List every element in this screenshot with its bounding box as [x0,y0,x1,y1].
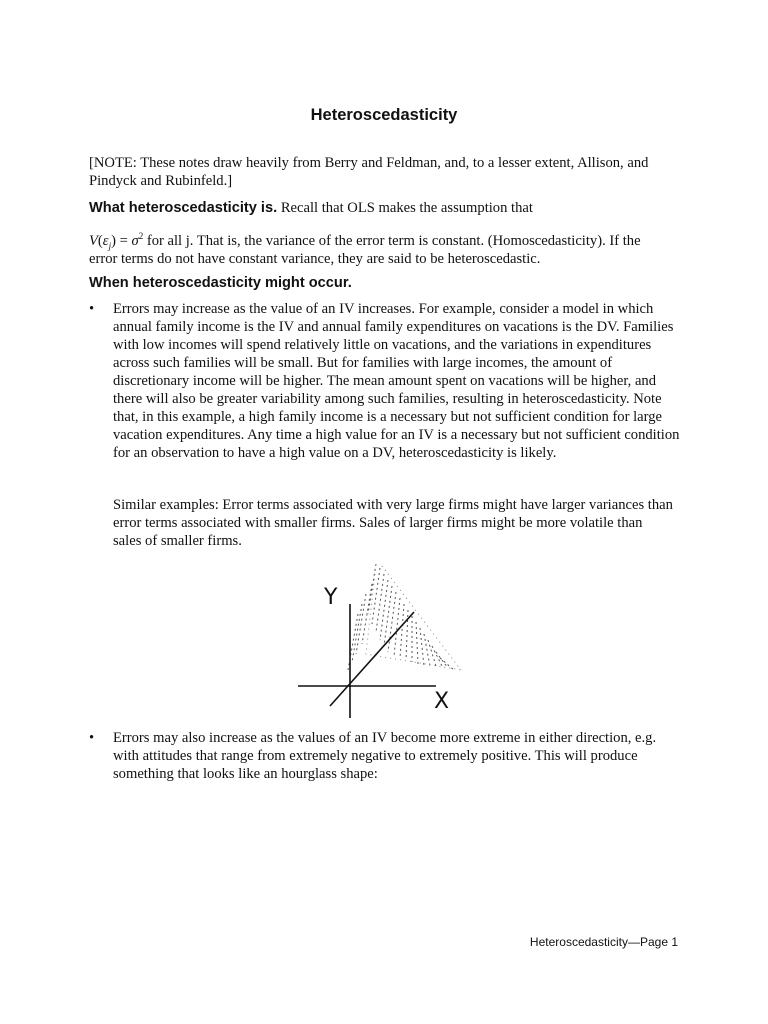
bullet-marker-1: • [89,301,95,317]
y-axis-label: Y [324,585,338,610]
formula-eq: = [115,232,132,249]
continuation-text: error terms do not have constant variance, they are said to be heteroscedastic. [89,251,541,267]
formula-lhs: V [89,232,98,249]
what-text: Recall that OLS makes the assumption that [280,200,533,216]
similar-examples-paragraph: Similar examples: Error terms associated with very large firms might have larger variances than error terms associated with smaller firms. Sales of larger firms might be more volatile than sales of smaller firms. [113,497,673,549]
bullet-1-text: Errors may increase as the value of an IV increases. For example, consider a model in which annual family income is the IV and annual family expenditures on vacations is the DV. Families with low incomes will spend relatively little on vacations, and the variations in expenditures across such families will be small. But for families with large incomes, the amount of discretionary income will be higher. The mean amount spent on vacations will be higher, and there will also be greater variability among such families, resulting in heteroscedasticity. Note that, in this example, a high family income is a necessary but not sufficient condition for large vacation expenditures. Any time a high value for an IV is a necessary but not sufficient condition for an observation to have a high value on a DV, heteroscedasticity is likely. [113,301,680,461]
formula-sub: j [108,240,112,251]
heteroscedasticity-figure [296,554,472,720]
formula-sigma: σ [131,232,139,249]
scatter-shading [348,564,461,670]
page-footer: Heteroscedasticity—Page 1 [529,935,678,949]
formula-open: ( [97,232,103,249]
bullet-marker-2: • [89,730,95,746]
note-paragraph: [NOTE: These notes draw heavily from Berry and Feldman, and, to a lesser extent, Allison, and Pindyck and Rubinfeld.] [89,155,649,189]
page-title: Heteroscedasticity [310,106,458,124]
regression-line [330,612,414,706]
what-paragraph [89,199,689,217]
when-heading: When heteroscedasticity might occur. [89,275,352,291]
formula-close: ) [111,232,116,249]
formula-epsilon: ε [102,232,109,249]
x-axis-label: X [434,689,450,714]
formula-sup: 2 [138,231,144,241]
what-heading: What heteroscedasticity is. [89,200,278,216]
bullet-2-text: Errors may also increase as the values of an IV become more extreme in either direction, e.g. with attitudes that range from extremely negative to extremely positive. This will produce something that looks like an hourglass shape: [113,730,657,782]
formula-rest: for all j. That is, the variance of the error term is constant. (Homoscedasticity). If the [143,232,641,249]
